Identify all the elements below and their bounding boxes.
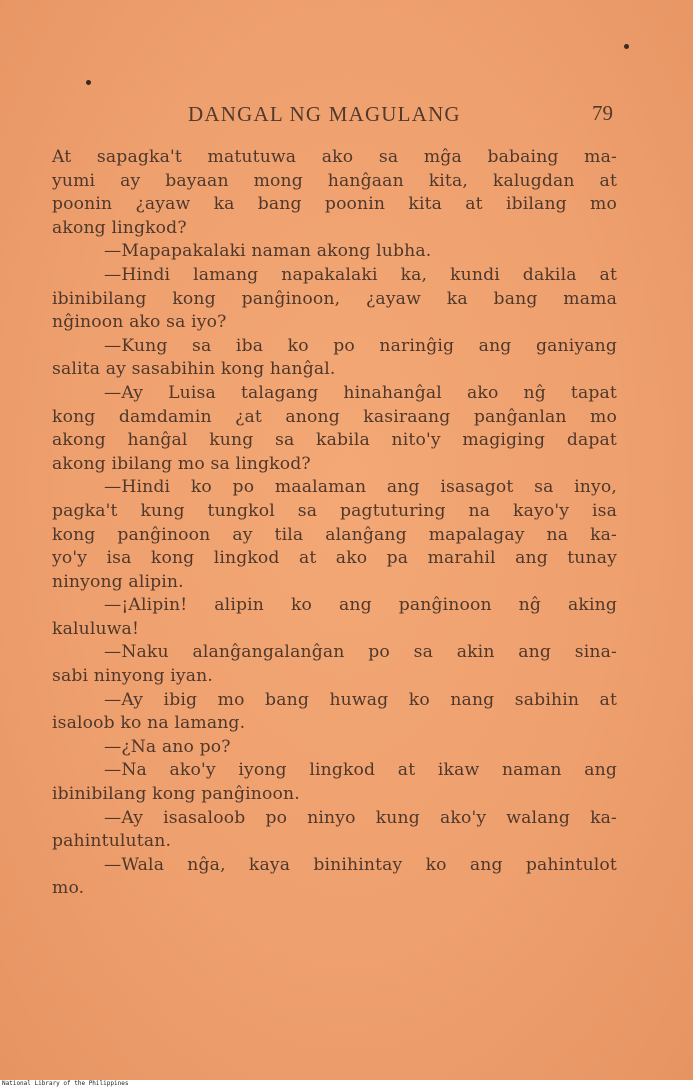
text-line: —Ay ibig mo bang huwag ko nang sabihin at [104,689,617,710]
text-line: —Ay Luisa talagang hinahanĝal ako nĝ tapat [104,382,617,403]
text-line: —Ay isasaloob po ninyo kung ako'y walang ka- [104,807,617,828]
library-credit: National Library of the Philippines [2,1080,129,1087]
text-line: akong hanĝal kung sa kabila nito'y magiging dapat [52,430,617,451]
text-line: sabi ninyong iyan. [52,666,213,687]
text-line: nĝinoon ako sa iyo? [52,312,227,333]
text-line: At sapagka't matutuwa ako sa mĝa babaing ma- [52,147,617,167]
text-line: —Hindi ko po maalaman ang isasagot sa inyo, [104,477,617,498]
text-line: —Na ako'y iyong lingkod at ikaw naman ang [104,760,617,781]
text-line: salita ay sasabihin kong hanĝal. [52,359,336,380]
text-line: yo'y isa kong lingkod at ako pa marahil ang tunay [52,548,617,569]
text-line: poonin ¿ayaw ka bang poonin kita at ibilang mo [52,194,617,215]
text-line: kong damdamin ¿at anong kasiraang panĝanlan mo [52,406,617,427]
text-line: ibinibilang kong panĝinoon. [52,784,300,805]
text-line: —Hindi lamang napakalaki ka, kundi dakila at [104,264,617,285]
text-line: mo. [52,878,85,899]
text-line: —Wala nĝa, kaya binihintay ko ang pahintulot [104,854,617,875]
running-head [0,98,693,134]
text-line: —¿Na ano po? [104,736,231,757]
ink-speck [86,80,91,85]
text-line: —Kung sa iba ko po narinĝig ang ganiyang [104,335,617,356]
text-line: kaluluwa! [52,618,140,639]
text-line: isaloob ko na lamang. [52,713,246,734]
text-line: kong panĝinoon ay tila alanĝang mapalagay na ka- [52,524,617,545]
text-line: akong ibilang mo sa lingkod? [52,453,311,474]
text-line: pagka't kung tungkol sa pagtuturing na kayo'y isa [52,500,617,521]
page-number: 79 [592,101,613,125]
text-line: ibinibilang kong panĝinoon, ¿ayaw ka bang mama [52,288,617,309]
text-line: —Naku alanĝangalanĝan po sa akin ang sina- [104,642,617,663]
text-line: —Mapapakalaki naman akong lubha. [104,241,432,262]
text-line: pahintulutan. [52,831,172,852]
text-body [52,146,617,901]
text-line: yumi ay bayaan mong hanĝaan kita, kalugdan at [52,170,617,191]
ink-speck [624,44,629,49]
text-line: —¡Alipin! alipin ko ang panĝinoon nĝ aking [104,595,617,616]
running-title: DANGAL NG MAGULANG [188,102,461,126]
text-line: akong lingkod? [52,217,187,238]
text-line: ninyong alipin. [52,571,184,592]
footer-strip [0,1080,693,1088]
